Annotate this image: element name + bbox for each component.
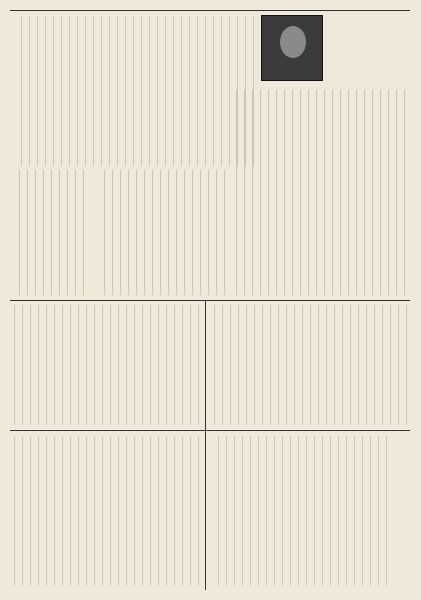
body-text-block-bottom-right xyxy=(212,436,387,586)
body-text-block-bottom-left xyxy=(14,436,199,586)
middle-divider xyxy=(10,300,410,301)
body-text-block-lower-left xyxy=(14,305,199,425)
portrait-face xyxy=(280,26,306,58)
body-text-block-right xyxy=(230,90,405,295)
top-divider xyxy=(10,10,410,11)
body-text-block-middle xyxy=(100,170,225,295)
body-text-block-lower-right xyxy=(212,305,407,425)
vertical-divider xyxy=(205,300,206,590)
portrait-photo xyxy=(261,15,323,81)
body-text-block-sidebar xyxy=(14,170,84,295)
lower-divider xyxy=(10,430,410,431)
body-text-block-top xyxy=(14,16,254,166)
